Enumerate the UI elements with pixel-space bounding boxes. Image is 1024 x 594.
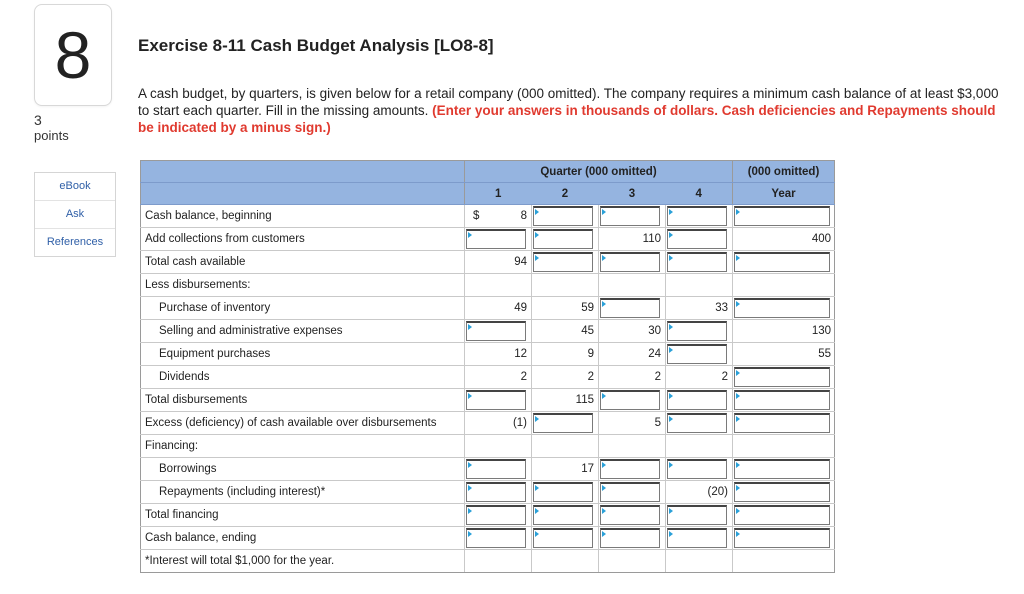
answer-input[interactable] — [734, 482, 830, 502]
value-cell — [733, 412, 835, 435]
cell-value: 8 — [520, 210, 527, 222]
table-row — [141, 458, 835, 481]
value-cell — [733, 205, 835, 228]
value-cell — [599, 412, 666, 435]
points-value: 3 — [34, 112, 42, 128]
value-cell — [733, 504, 835, 527]
value-cell — [733, 550, 835, 573]
value-cell — [532, 481, 599, 504]
column-header: 1 — [465, 183, 532, 205]
header-row-columns — [141, 183, 835, 205]
section-label: Financing: — [141, 435, 465, 458]
answer-input[interactable] — [734, 413, 830, 433]
value-cell — [532, 366, 599, 389]
answer-input[interactable] — [667, 390, 727, 410]
value-cell — [666, 458, 733, 481]
answer-input[interactable] — [734, 252, 830, 272]
header-row-group — [141, 161, 835, 183]
answer-input[interactable] — [533, 229, 593, 249]
value-cell — [465, 504, 532, 527]
cell-value: 12 — [514, 348, 527, 360]
value-cell — [465, 481, 532, 504]
row-label: Excess (deficiency) of cash available over disbursements — [141, 412, 465, 435]
value-cell — [733, 274, 835, 297]
answer-input[interactable] — [734, 206, 830, 226]
answer-input[interactable] — [533, 505, 593, 525]
column-header: Year — [733, 183, 835, 205]
value-cell — [599, 297, 666, 320]
resource-sidebar — [34, 172, 116, 257]
answer-input[interactable] — [533, 252, 593, 272]
value-cell — [733, 228, 835, 251]
table-row — [141, 297, 835, 320]
answer-input[interactable] — [600, 252, 660, 272]
value-cell — [599, 205, 666, 228]
answer-input[interactable] — [600, 505, 660, 525]
cell-value: 2 — [654, 371, 661, 383]
references-link[interactable]: References — [46, 236, 104, 248]
row-label: Total cash available — [141, 251, 465, 274]
value-cell — [532, 228, 599, 251]
value-cell — [465, 320, 532, 343]
value-cell — [666, 550, 733, 573]
row-label: Total financing — [141, 504, 465, 527]
value-cell — [465, 550, 532, 573]
quarter-header: Quarter (000 omitted) — [465, 161, 733, 183]
answer-input[interactable] — [466, 459, 526, 479]
value-cell — [733, 366, 835, 389]
value-cell — [666, 389, 733, 412]
table-row — [141, 205, 835, 228]
answer-input[interactable] — [667, 252, 727, 272]
value-cell — [733, 435, 835, 458]
table-row — [141, 251, 835, 274]
answer-input[interactable] — [600, 459, 660, 479]
answer-input[interactable] — [533, 413, 593, 433]
value-cell — [666, 320, 733, 343]
value-cell — [532, 412, 599, 435]
value-cell — [465, 205, 532, 228]
answer-input[interactable] — [667, 344, 727, 364]
row-label: Purchase of inventory — [141, 297, 465, 320]
points-label: points — [34, 128, 69, 143]
section-label: Less disbursements: — [141, 274, 465, 297]
table-row — [141, 343, 835, 366]
cell-value: (20) — [707, 486, 728, 498]
answer-input[interactable] — [466, 390, 526, 410]
cell-value: 130 — [811, 325, 831, 337]
value-cell — [599, 458, 666, 481]
value-cell — [599, 435, 666, 458]
value-cell — [532, 550, 599, 573]
answer-input[interactable] — [734, 298, 830, 318]
answer-input[interactable] — [466, 482, 526, 502]
table-row — [141, 481, 835, 504]
value-cell — [599, 550, 666, 573]
value-cell — [465, 412, 532, 435]
table-row — [141, 435, 835, 458]
value-cell — [532, 274, 599, 297]
value-cell — [465, 366, 532, 389]
value-cell — [666, 251, 733, 274]
cell-value: 2 — [721, 371, 728, 383]
value-cell — [733, 458, 835, 481]
value-cell — [733, 481, 835, 504]
header-blank — [141, 161, 465, 183]
value-cell — [733, 343, 835, 366]
value-cell — [532, 343, 599, 366]
currency-symbol: $ — [473, 210, 480, 222]
answer-input[interactable] — [667, 459, 727, 479]
value-cell — [599, 228, 666, 251]
row-label: Selling and administrative expenses — [141, 320, 465, 343]
answer-input[interactable] — [667, 413, 727, 433]
exercise-instructions — [138, 85, 1000, 136]
value-cell — [666, 228, 733, 251]
row-label: Add collections from customers — [141, 228, 465, 251]
value-cell — [733, 251, 835, 274]
value-cell — [532, 458, 599, 481]
table-row — [141, 274, 835, 297]
exercise-title: Exercise 8-11 Cash Budget Analysis [LO8-8] — [138, 36, 494, 55]
table-row — [141, 228, 835, 251]
answer-input[interactable] — [600, 390, 660, 410]
answer-input[interactable] — [734, 459, 830, 479]
cell-value: 400 — [811, 233, 831, 245]
points-block — [34, 112, 69, 144]
value-cell — [532, 320, 599, 343]
value-cell — [532, 389, 599, 412]
question-number: 8 — [34, 4, 112, 106]
value-cell — [599, 389, 666, 412]
value-cell — [465, 527, 532, 550]
table-row — [141, 389, 835, 412]
answer-input[interactable] — [734, 367, 830, 387]
value-cell — [733, 297, 835, 320]
column-header: 4 — [666, 183, 733, 205]
cell-value: (1) — [512, 417, 527, 429]
header-blank — [141, 183, 465, 205]
answer-input[interactable] — [466, 528, 526, 548]
cell-value: 2 — [587, 371, 594, 383]
answer-input[interactable] — [466, 229, 526, 249]
value-cell — [599, 343, 666, 366]
row-label: Borrowings — [141, 458, 465, 481]
value-cell — [465, 343, 532, 366]
table-row — [141, 527, 835, 550]
value-cell — [465, 458, 532, 481]
row-label: Dividends — [141, 366, 465, 389]
value-cell — [599, 527, 666, 550]
value-cell — [465, 228, 532, 251]
value-cell — [666, 435, 733, 458]
value-cell — [532, 527, 599, 550]
value-cell — [599, 504, 666, 527]
value-cell — [666, 205, 733, 228]
value-cell — [599, 274, 666, 297]
ask-link[interactable]: Ask — [35, 201, 115, 229]
answer-input[interactable] — [600, 528, 660, 548]
answer-input[interactable] — [600, 482, 660, 502]
column-header: 2 — [532, 183, 599, 205]
value-cell — [666, 366, 733, 389]
value-cell — [666, 297, 733, 320]
value-cell — [599, 251, 666, 274]
row-label: Repayments (including interest)* — [141, 481, 465, 504]
footnote: *Interest will total $1,000 for the year. — [141, 550, 465, 573]
cell-value: 59 — [581, 302, 594, 314]
cell-value: 5 — [654, 417, 661, 429]
answer-input[interactable] — [734, 390, 830, 410]
table-row — [141, 320, 835, 343]
row-label: Equipment purchases — [141, 343, 465, 366]
ebook-link[interactable]: eBook — [35, 173, 115, 201]
cell-value: 9 — [587, 348, 594, 360]
answer-input[interactable] — [734, 505, 830, 525]
cell-value: 55 — [818, 348, 831, 360]
row-label: Cash balance, beginning — [141, 205, 465, 228]
cell-value: 17 — [581, 463, 594, 475]
cell-value: 30 — [648, 325, 661, 337]
value-cell — [599, 320, 666, 343]
answer-input[interactable] — [667, 206, 727, 226]
value-cell — [532, 297, 599, 320]
answer-input[interactable] — [734, 528, 830, 548]
answer-input[interactable] — [466, 321, 526, 341]
cell-value: 33 — [715, 302, 728, 314]
value-cell — [733, 320, 835, 343]
value-cell — [666, 481, 733, 504]
value-cell — [666, 527, 733, 550]
value-cell — [465, 297, 532, 320]
instruction-text: A cash budget, by quarters, is given below for a retail company (000 omitted). The company requires a minimum cash balance of at least $3,000 to start each quarter. Fill in the missing amounts. — [138, 86, 999, 118]
value-cell — [666, 274, 733, 297]
cell-value: 94 — [514, 256, 527, 268]
column-header: 3 — [599, 183, 666, 205]
cell-value: 24 — [648, 348, 661, 360]
answer-input[interactable] — [667, 229, 727, 249]
answer-input[interactable] — [667, 505, 727, 525]
answer-input[interactable] — [533, 482, 593, 502]
value-cell — [465, 389, 532, 412]
year-group-header: (000 omitted) — [733, 161, 835, 183]
cell-value: 2 — [520, 371, 527, 383]
answer-input[interactable] — [600, 206, 660, 226]
value-cell — [532, 435, 599, 458]
table-row — [141, 412, 835, 435]
value-cell — [666, 343, 733, 366]
answer-input[interactable] — [600, 298, 660, 318]
value-cell — [532, 504, 599, 527]
cell-value: 45 — [581, 325, 594, 337]
answer-input[interactable] — [533, 206, 593, 226]
value-cell — [733, 389, 835, 412]
value-cell — [465, 251, 532, 274]
value-cell — [465, 274, 532, 297]
value-cell — [532, 205, 599, 228]
answer-input[interactable] — [466, 505, 526, 525]
value-cell — [666, 412, 733, 435]
answer-input[interactable] — [533, 528, 593, 548]
value-cell — [532, 251, 599, 274]
cell-value: 115 — [575, 394, 594, 406]
value-cell — [599, 481, 666, 504]
row-label: Cash balance, ending — [141, 527, 465, 550]
row-label: Total disbursements — [141, 389, 465, 412]
cash-budget-table — [140, 160, 835, 573]
instruction-emphasis: (Enter your answers in thousands of dollars. Cash deficiencies and Repayments should be indicated by a minus sign.) — [138, 103, 996, 135]
value-cell — [599, 366, 666, 389]
table-row — [141, 504, 835, 527]
cell-value: 49 — [514, 302, 527, 314]
footnote-row — [141, 550, 835, 573]
table-row — [141, 366, 835, 389]
answer-input[interactable] — [667, 528, 727, 548]
value-cell — [733, 527, 835, 550]
cell-value: 110 — [642, 233, 661, 245]
answer-input[interactable] — [667, 321, 727, 341]
value-cell — [666, 504, 733, 527]
value-cell — [465, 435, 532, 458]
